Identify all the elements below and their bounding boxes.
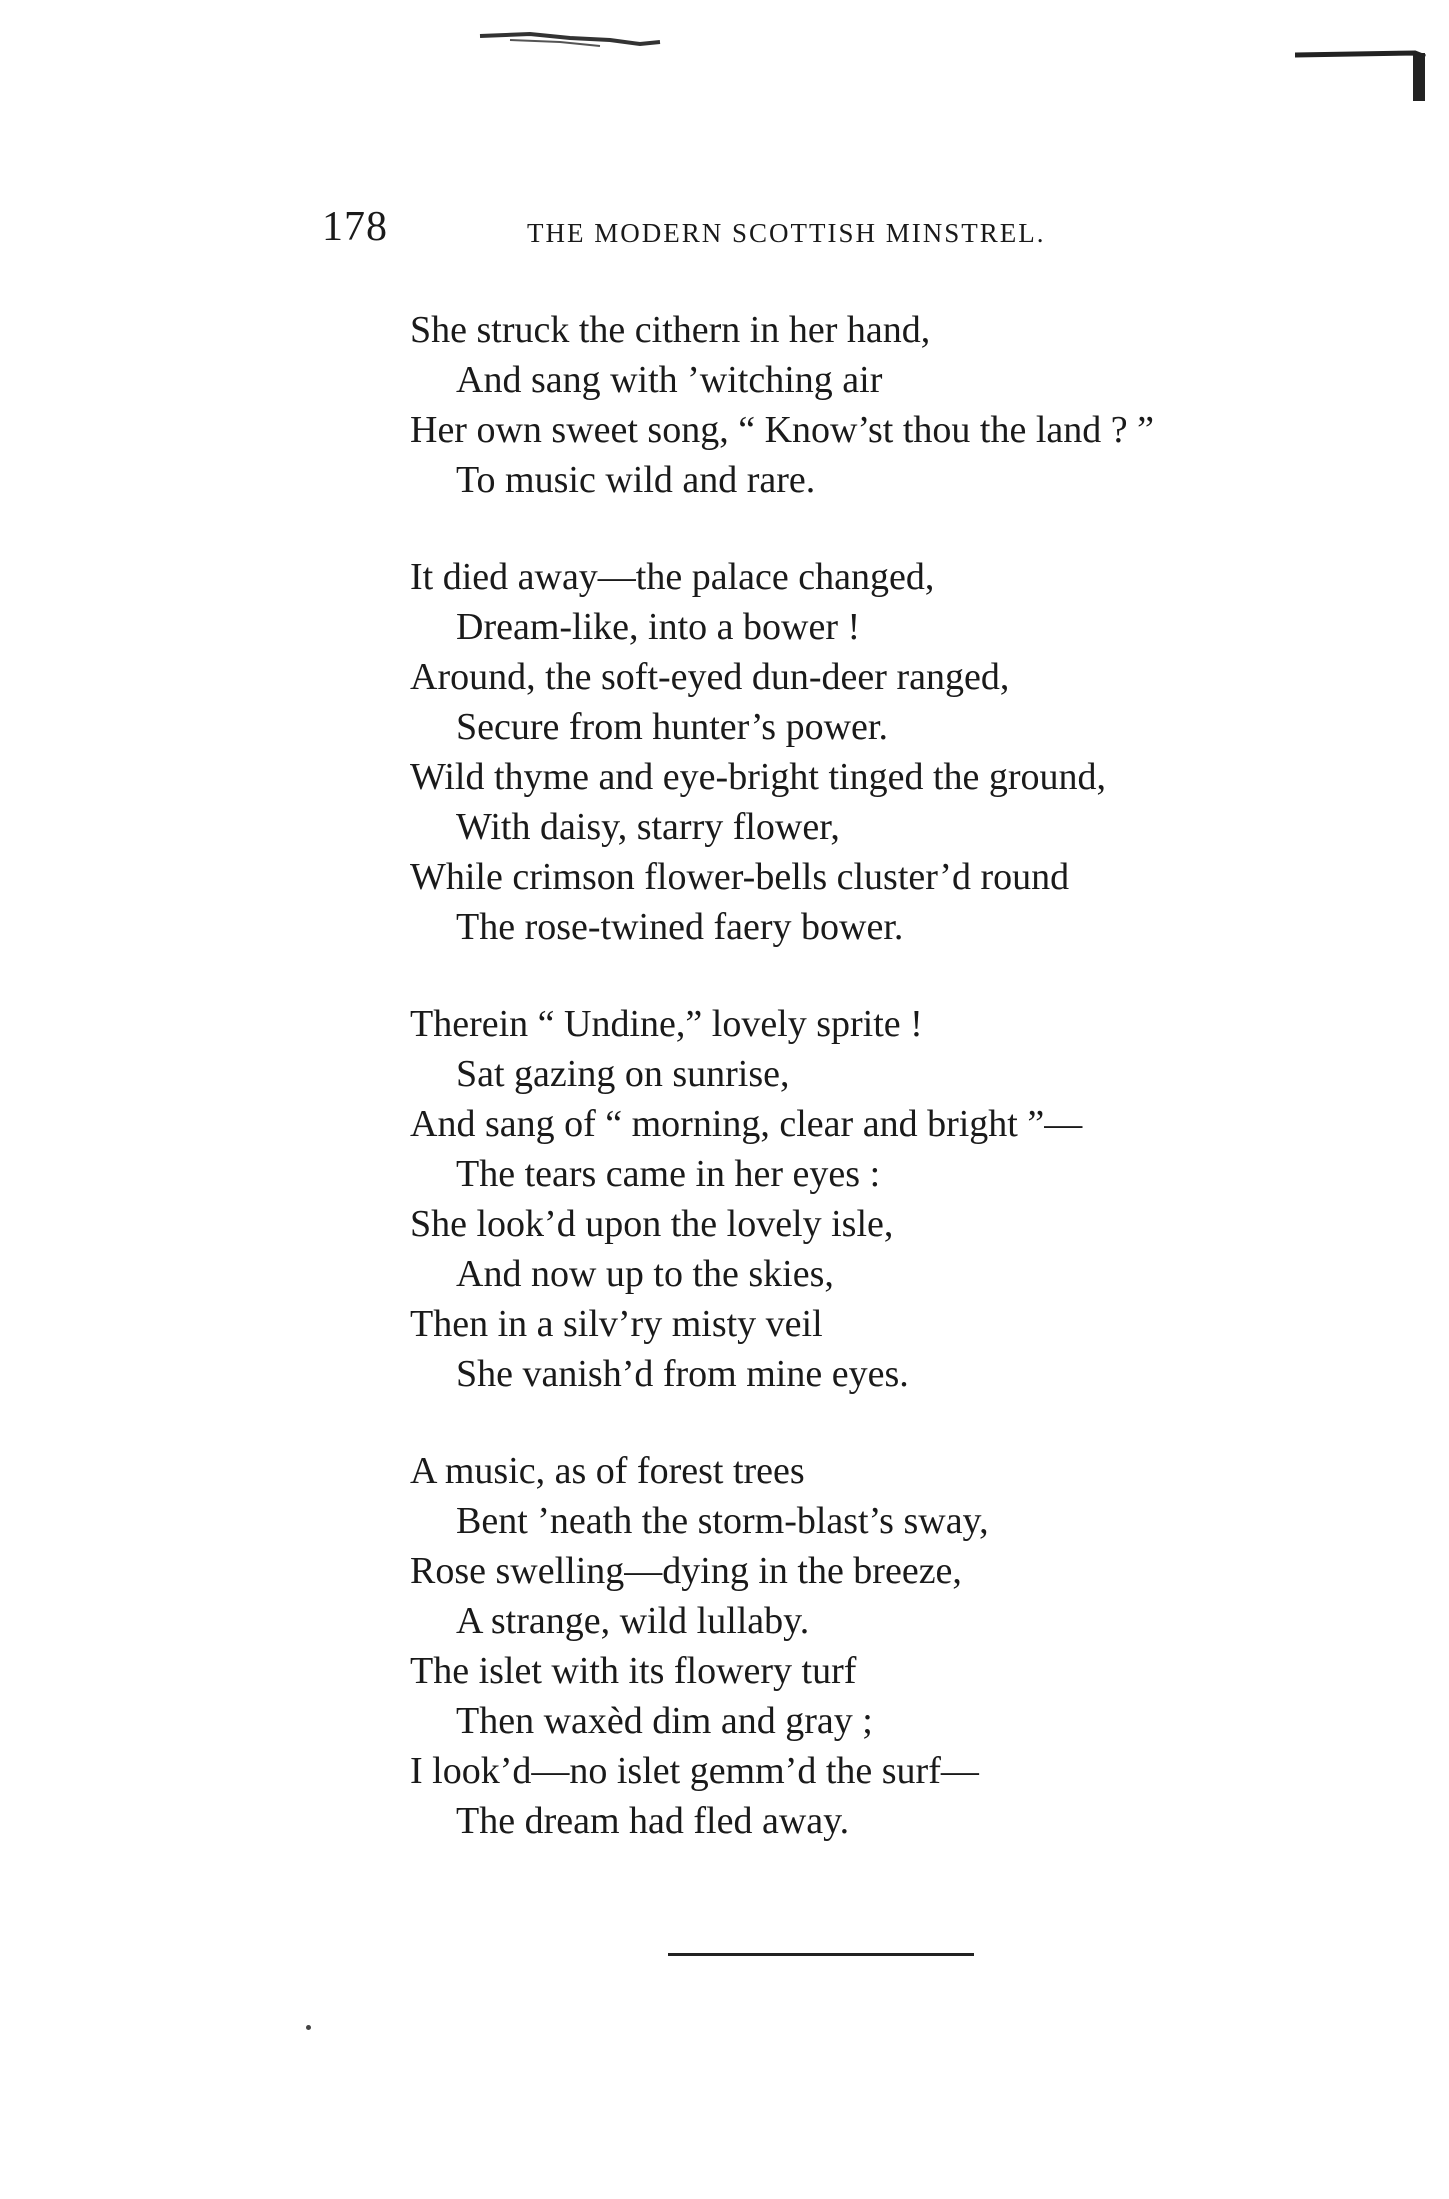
running-title: THE MODERN SCOTTISH MINSTREL. bbox=[527, 218, 1046, 248]
poem-line: Sat gazing on sunrise, bbox=[456, 1053, 790, 1095]
poem-line: And now up to the skies, bbox=[456, 1253, 834, 1295]
poem-line: The islet with its flowery turf bbox=[410, 1650, 857, 1692]
poem-line: The dream had fled away. bbox=[456, 1800, 850, 1842]
poem-line: She look’d upon the lovely isle, bbox=[410, 1203, 894, 1245]
poem-line: Bent ’neath the storm-blast’s sway, bbox=[456, 1500, 989, 1542]
poem-line: Then in a silv’ry misty veil bbox=[410, 1303, 823, 1345]
poem-line: She vanish’d from mine eyes. bbox=[456, 1353, 909, 1395]
stanza-4 bbox=[410, 1446, 1360, 1846]
poem-line: The rose-twined faery bower. bbox=[456, 906, 904, 948]
scan-artifact-top bbox=[470, 28, 670, 50]
poem-line: With daisy, starry flower, bbox=[456, 806, 840, 848]
poem-line: Wild thyme and eye-bright tinged the ground, bbox=[410, 756, 1107, 798]
poem-line: While crimson flower-bells cluster’d round bbox=[410, 856, 1070, 898]
scan-artifact-corner bbox=[1295, 45, 1435, 105]
poem-line: It died away—the palace changed, bbox=[410, 556, 935, 598]
poem-line: A strange, wild lullaby. bbox=[456, 1600, 810, 1642]
poem-line: I look’d—no islet gemm’d the surf— bbox=[410, 1750, 979, 1792]
poem-line: And sang with ’witching air bbox=[456, 359, 883, 401]
poem-line: Therein “ Undine,” lovely sprite ! bbox=[410, 1003, 923, 1045]
poem-line: A music, as of forest trees bbox=[410, 1450, 805, 1492]
page-number: 178 bbox=[322, 204, 388, 250]
poem-line: Secure from hunter’s power. bbox=[456, 706, 888, 748]
poem-line: She struck the cithern in her hand, bbox=[410, 309, 931, 351]
poem-line: Then waxèd dim and gray ; bbox=[456, 1700, 873, 1742]
poem-line: Around, the soft-eyed dun-deer ranged, bbox=[410, 656, 1010, 698]
stanza-2 bbox=[410, 552, 1360, 952]
page-header bbox=[0, 195, 1449, 255]
poem-body bbox=[410, 305, 1360, 1893]
stanza-3 bbox=[410, 999, 1360, 1399]
stanza-1 bbox=[410, 305, 1360, 505]
poem-line: Rose swelling—dying in the breeze, bbox=[410, 1550, 962, 1592]
scan-speck bbox=[306, 2025, 311, 2030]
poem-line: To music wild and rare. bbox=[456, 459, 816, 501]
poem-line: Her own sweet song, “ Know’st thou the land ? ” bbox=[410, 409, 1155, 451]
poem-line: The tears came in her eyes : bbox=[456, 1153, 881, 1195]
end-rule bbox=[668, 1953, 974, 1956]
poem-line: And sang of “ morning, clear and bright ”— bbox=[410, 1103, 1083, 1145]
poem-line: Dream-like, into a bower ! bbox=[456, 606, 861, 648]
